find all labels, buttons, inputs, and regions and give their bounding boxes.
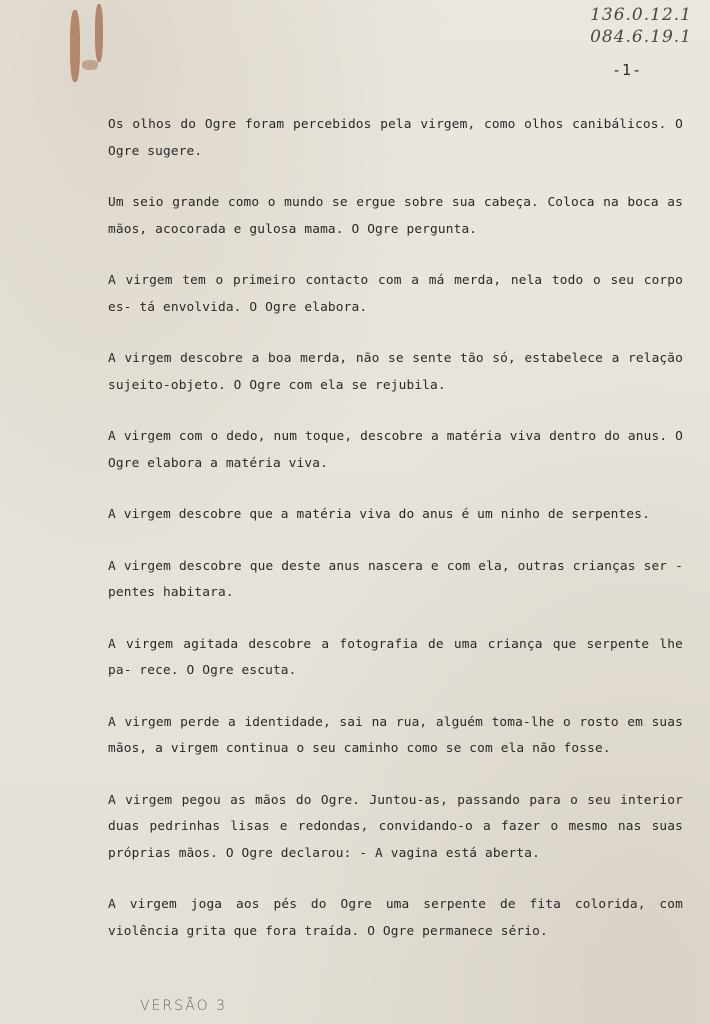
page-number: -1-: [612, 61, 643, 79]
typewritten-body: [108, 112, 683, 970]
ink-stain: [82, 60, 98, 70]
paragraph: A virgem com o dedo, num toque, descobre a matéria viva dentro do anus. O Ogre elabora a matéria viva.: [108, 429, 683, 471]
paragraph: A virgem descobre que a matéria viva do anus é um ninho de serpentes.: [108, 507, 650, 522]
paragraph: A virgem descobre a boa merda, não se sente tão só, estabelece a relação sujeito-objeto. O Ogre com ela se rejubila.: [108, 351, 683, 393]
paragraph: A virgem perde a identidade, sai na rua, alguém toma-lhe o rosto em suas mãos, a virgem continua o seu caminho como se com ela não fosse.: [108, 714, 683, 756]
paragraph: A virgem descobre que deste anus nascera e com ela, outras crianças ser - pentes habitara.: [108, 558, 683, 600]
paragraph: A virgem agitada descobre a fotografia de uma criança que serpente lhe pa- rece. O Ogre escuta.: [108, 636, 683, 678]
catalog-number: [590, 4, 692, 48]
paragraph: A virgem joga aos pés do Ogre uma serpente de fita colorida, com violência grita que fora traída. O Ogre permanece sério.: [108, 897, 683, 939]
paragraph: Os olhos do Ogre foram percebidos pela virgem, como olhos canibálicos. O Ogre sugere.: [108, 117, 683, 159]
catalog-line: 136.0.12.1: [590, 5, 692, 25]
catalog-line: 084.6.19.1: [590, 27, 692, 47]
version-note: VERSÃO 3: [140, 998, 228, 1014]
paragraph: Um seio grande como o mundo se ergue sobre sua cabeça. Coloca na boca as mãos, acocorada e gulosa mama. O Ogre pergunta.: [108, 195, 683, 237]
paragraph: A virgem pegou as mãos do Ogre. Juntou-as, passando para o seu interior duas pedrinhas lisas e redondas, convidando-o a fazer o mesmo nas suas próprias mãos. O Ogre declarou: - A vagina está aberta.: [108, 792, 683, 861]
ink-stain: [70, 10, 80, 82]
paragraph: A virgem tem o primeiro contacto com a má merda, nela todo o seu corpo es- tá envolvida. O Ogre elabora.: [108, 273, 683, 315]
ink-stain: [95, 4, 103, 62]
